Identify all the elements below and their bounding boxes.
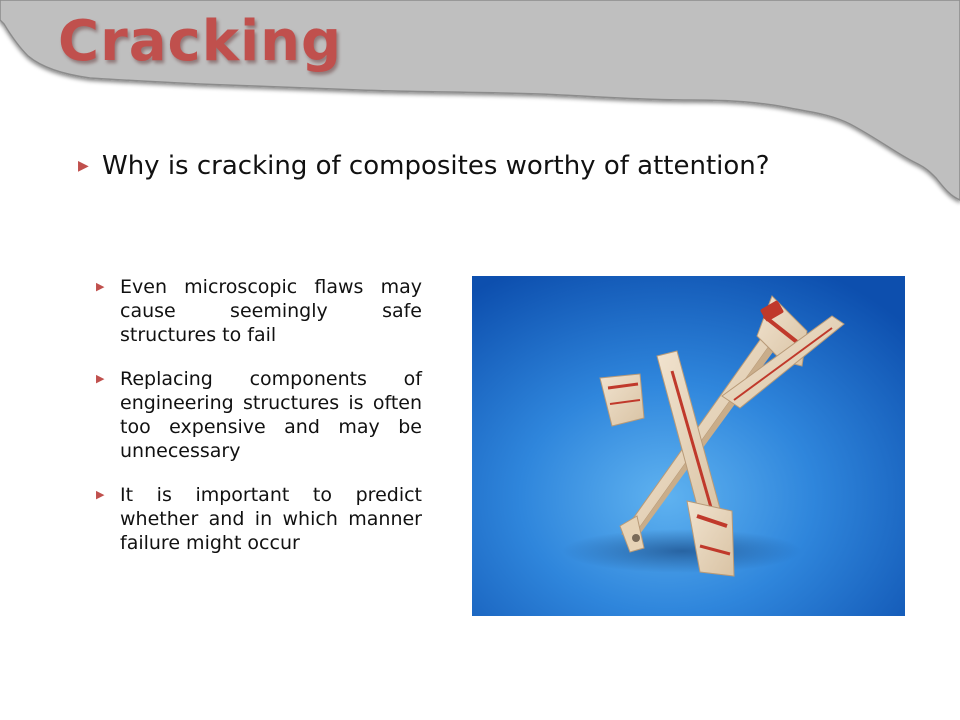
- sub-bullet: [96, 483, 422, 555]
- bullet-arrow-icon: ▶: [96, 280, 105, 293]
- bullet-arrow-icon: ▶: [96, 488, 105, 501]
- glider-nose-weight: [632, 534, 640, 542]
- sub-bullet: [96, 275, 422, 347]
- sub-bullet-text: Replacing components of engineering structures is often too expensive and may be unnecessary: [120, 368, 422, 462]
- sub-bullet: [96, 367, 422, 463]
- bullet-arrow-icon: ▶: [96, 372, 105, 385]
- bullet-arrow-icon: ▶: [78, 158, 89, 174]
- main-bullet-text: Why is cracking of composites worthy of attention?: [102, 151, 770, 181]
- broken-glider-photo: [472, 276, 905, 616]
- main-bullet: [78, 148, 790, 184]
- sub-bullet-list: [96, 275, 422, 575]
- sub-bullet-text: It is important to predict whether and in which manner failure might occur: [120, 484, 422, 554]
- sub-bullet-text: Even microscopic flaws may cause seemingly safe structures to fail: [120, 276, 422, 346]
- glider-shadow: [562, 529, 802, 573]
- slide-title: Cracking: [58, 9, 343, 74]
